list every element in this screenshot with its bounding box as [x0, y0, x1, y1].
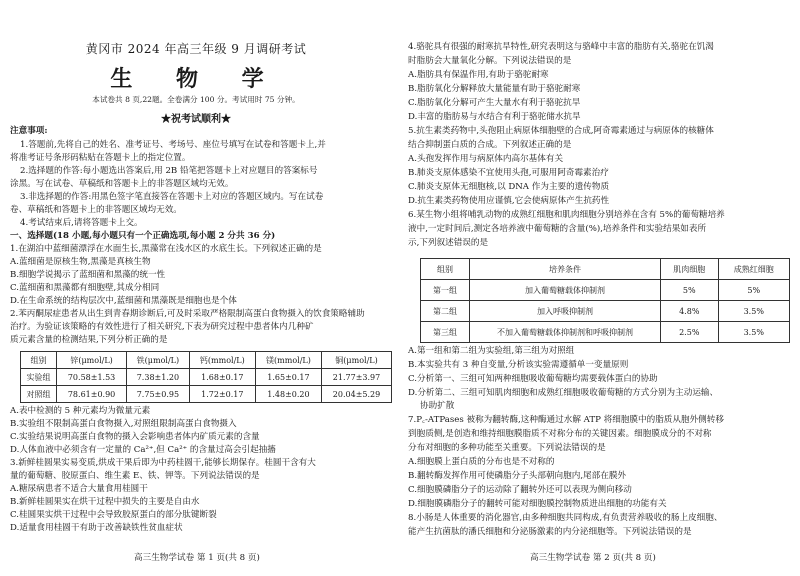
table-cell: 加入呼吸抑制剂 [470, 301, 661, 322]
option-a: A.糖尿病患者不适合大量食用桂圆干 [10, 484, 148, 494]
table-cell: 70.58±1.53 [57, 369, 127, 386]
table-cell: 第一组 [421, 280, 470, 301]
option-d: D.分析第二、三组可知肌肉细胞和成熟红细胞吸收葡萄糖的方式分别为主动运输、 [408, 388, 719, 398]
option-c: C.实验结果说明高蛋白食物的摄入会影响患者体内矿质元素的含量 [10, 432, 260, 442]
option-d: D.丰富的脂肪易与水结合有利于骆驼储水抗旱 [408, 112, 581, 122]
table-header: 培养条件 [470, 259, 661, 280]
question-5: 5.抗生素类药物中,头孢阻止病原体细胞壁的合成,阿奇霉素通过与病原体的核糖体 [408, 126, 714, 136]
text-line: 量的葡萄糖、胶原蛋白、维生素 E、铁、钾等。下列说法错误的是 [10, 471, 260, 481]
table-cell: 1.68±0.17 [189, 369, 255, 386]
table-cell: 1.72±0.17 [189, 386, 255, 403]
exam-title: 黄冈市 2024 年高三年级 9 月调研考试 [85, 42, 307, 56]
question-4: 4.骆驼具有很强的耐寒抗旱特性,研究表明这与骆峰中丰富的脂肪有关,骆驼在饥渴 [408, 42, 714, 52]
option-d: D.适量食用桂圆干有助于改善缺铁性贫血症状 [10, 523, 183, 533]
subject-title: 生 物 学 [110, 66, 282, 92]
page-2 [406, 0, 798, 576]
option-d: D.细胞膜磷脂分子的翻转可能对细胞膜控制物质进出细胞的功能有关 [408, 499, 667, 509]
table-cell: 5% [661, 280, 719, 301]
table-header: 锌(μmol/L) [57, 352, 127, 369]
table-cell: 第三组 [421, 322, 470, 343]
option-a: A.细胞膜上蛋白质的分布也是不对称的 [408, 457, 555, 467]
table-cell: 3.5% [718, 322, 789, 343]
option-b: B.细胞学说揭示了蓝细菌和黑藻的统一性 [10, 270, 166, 280]
table-cell: 4.8% [661, 301, 719, 322]
table-cell: 78.61±0.90 [57, 386, 127, 403]
text-line: 涂黑。写在试卷、草稿纸和答题卡上的非答题区域均无效。 [10, 179, 234, 189]
text-line: 治疗。为验证该策略的有效性进行了相关研究,下表为研究过程中患者体内几种矿 [10, 322, 314, 332]
text-line: 能产生抗菌肽的潘氏细胞和分泌肠激素的内分泌细胞等。下列说法错误的是 [408, 527, 692, 537]
option-b: B.本实验共有 3 种自变量,分析该实验需遵循单一变量原则 [408, 360, 629, 370]
text-line: 协助扩散 [420, 401, 455, 411]
text-line: 1.答题前,先将自己的姓名、准考证号、考场号、座位号填写在试卷和答题卡上,并 [20, 140, 326, 150]
option-a: A.表中检测的 5 种元素均为微量元素 [10, 406, 151, 416]
option-c: C.脂肪氧化分解可产生大量水有利于骆驼抗旱 [408, 98, 581, 108]
option-a: A.蓝细菌是原核生物,黑藻是真核生物 [10, 257, 151, 267]
good-luck-banner: ★祝考试顺利★ [161, 114, 231, 125]
question-3: 3.新鲜桂圆果实易变质,烘成干果后即为中药桂圆干,能够长期保存。桂圆干含有大 [10, 458, 316, 468]
table-cell: 1.65±0.17 [255, 369, 321, 386]
text-line: 结合抑制蛋白质的合成。下列叙述正确的是 [408, 140, 572, 150]
table-header: 肌肉细胞 [661, 259, 719, 280]
question-6: 6.某生物小组将哺乳动物的成熟红细胞和肌肉细胞分别培养在含有 5%的葡萄糖培养 [408, 210, 725, 220]
table-header: 组别 [421, 259, 470, 280]
table-cell: 20.04±5.29 [322, 386, 392, 403]
table-cell: 对照组 [21, 386, 57, 403]
option-c: C.桂圆果实烘干过程中会导致胶原蛋白的部分肽键断裂 [10, 510, 217, 520]
option-b: B.新鲜桂圆果实在烘干过程中损失的主要是自由水 [10, 497, 200, 507]
text-line: 时脂肪会大量氧化分解。下列说法错误的是 [408, 56, 572, 66]
table-cell: 5% [718, 280, 789, 301]
table-cell: 2.5% [661, 322, 719, 343]
glucose-table [420, 258, 790, 343]
option-b: B.实验组不限制高蛋白食物摄入,对照组限制高蛋白食物摄入 [10, 419, 237, 429]
option-c: C.蓝细菌和黑藻都有细胞壁,其成分相同 [10, 283, 160, 293]
text-line: 将准考证号条形码粘贴在答题卡上的指定位置。 [10, 153, 191, 163]
table-cell: 1.48±0.20 [255, 386, 321, 403]
section-heading: 一、选择题(18 小题,每小题只有一个正确选项,每小题 2 分共 36 分) [10, 231, 276, 241]
table-cell: 21.77±3.97 [322, 369, 392, 386]
page-footer: 高三生物学试卷 第 2 页(共 8 页) [530, 553, 656, 563]
mineral-table [20, 351, 392, 403]
option-a: A.头孢发挥作用与病原体内高尔基体有关 [408, 154, 564, 164]
table-header: 镁(mmol/L) [255, 352, 321, 369]
question-7: 7.P꜀-ATPases 被称为翻转酶,这种酶通过水解 ATP 将细胞膜中的脂质从胞外侧转移 [408, 415, 724, 425]
text-line: 2.选择题的作答:每小题选出答案后,用 2B 铅笔把答题卡上对应题目的答案标号 [20, 166, 318, 176]
table-header: 钙(mmol/L) [189, 352, 255, 369]
exam-info: 本试卷共 8 页,22题。全卷满分 100 分。考试用时 75 分钟。 [92, 95, 300, 104]
option-a: A.第一组和第二组为实验组,第三组为对照组 [408, 346, 575, 356]
text-line: 质元素含量的检测结果,下列分析正确的是 [10, 335, 168, 345]
question-1: 1.在湖泊中蓝细菌漂浮在水面生长,黑藻常在浅水区的水底生长。下列叙述正确的是 [10, 244, 322, 254]
option-c: C.肺炎支原体无细胞核,以 DNA 作为主要的遗传物质 [408, 182, 610, 192]
text-line: 分布对细胞的多种功能至关重要。下列说法错误的是 [408, 443, 606, 453]
text-line: 示,下列叙述错误的是 [408, 238, 489, 248]
text-line: 4.考试结束后,请将答题卡上交。 [20, 218, 143, 228]
table-cell: 实验组 [21, 369, 57, 386]
question-8: 8.小肠是人体重要的消化器官,由多种细胞共同构成,有负责营养吸收的肠上皮细胞、 [408, 513, 723, 523]
table-header: 组别 [21, 352, 57, 369]
option-b: B.肺炎支原体感染不宜使用头孢,可服用阿奇霉素治疗 [408, 168, 609, 178]
option-c: C.细胞膜磷脂分子的运动除了翻转外还可以表现为侧向移动 [408, 485, 632, 495]
option-c: C.分析第一、三组可知两种细胞吸收葡萄糖均需要载体蛋白的协助 [408, 374, 658, 384]
table-cell: 7.75±0.95 [127, 386, 190, 403]
table-cell: 加入葡萄糖载体抑制剂 [470, 280, 661, 301]
option-d: D.在生命系统的结构层次中,蓝细菌和黑藻既是细胞也是个体 [10, 296, 237, 306]
table-header: 铁(μmol/L) [127, 352, 190, 369]
table-cell: 3.5% [718, 301, 789, 322]
text-line: 到胞质侧,是创造和维持细胞膜脂质不对称分布的关键因素。细胞膜成分的不对称 [408, 429, 712, 439]
option-d: D.抗生素类药物使用应谨慎,它会使病原体产生抗药性 [408, 196, 610, 206]
page-footer: 高三生物学试卷 第 1 页(共 8 页) [134, 553, 260, 563]
text-line: 液中,一定时间后,测定各培养液中葡萄糖的含量(%),培养条件和实验结果如表所 [408, 224, 707, 234]
question-2: 2.苯丙酮尿症患者从出生到青春期诊断后,可及时采取严格限制高蛋白食物摄入的饮食策略辅助 [10, 309, 365, 319]
table-cell: 第二组 [421, 301, 470, 322]
option-a: A.脂肪具有保温作用,有助于骆驼耐寒 [408, 70, 549, 80]
page-1 [6, 0, 398, 576]
option-b: B.翻转酶发挥作用可使磷脂分子头部朝向胞内,尾部在膜外 [408, 471, 627, 481]
table-cell: 不加入葡萄糖载体抑制剂和呼吸抑制剂 [470, 322, 661, 343]
text-line: 卷、草稿纸和答题卡上的非答题区域均无效。 [10, 205, 182, 215]
notice-title: 注意事项: [10, 126, 48, 136]
option-d: D.人体血液中必须含有一定量的 Ca²⁺,但 Ca²⁺ 的含量过高会引起抽搐 [10, 445, 276, 455]
table-cell: 7.38±1.20 [127, 369, 190, 386]
table-header: 铜(μmol/L) [322, 352, 392, 369]
table-header: 成熟红细胞 [718, 259, 789, 280]
text-line: 3.非选择题的作答:用黑色签字笔直接答在答题卡上对应的答题区域内。写在试卷 [20, 192, 324, 202]
option-b: B.脂肪氧化分解释放大量能量有助于骆驼耐寒 [408, 84, 581, 94]
